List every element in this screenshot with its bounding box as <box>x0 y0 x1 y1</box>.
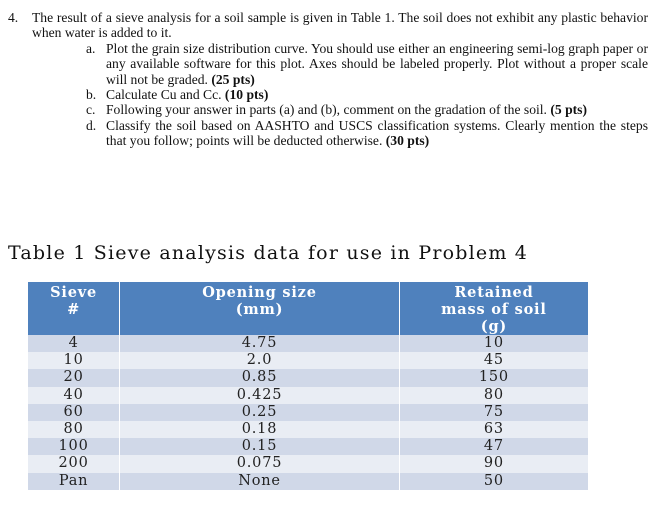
part-label: c. <box>86 102 96 118</box>
table-row <box>28 455 588 472</box>
retained-mass-cell: 47 <box>399 438 588 455</box>
part-text: Following your answer in parts (a) and (b), comment on the gradation of the soil. <box>106 102 547 118</box>
opening-size-cell: 0.25 <box>120 404 400 421</box>
part-a <box>86 41 648 87</box>
retained-mass-cell: 80 <box>399 387 588 404</box>
table-row <box>28 438 588 455</box>
retained-mass-cell: 50 <box>399 473 588 490</box>
opening-size-cell: 4.75 <box>120 335 400 352</box>
retained-mass-cell: 63 <box>399 421 588 438</box>
sieve-cell: 200 <box>28 455 120 472</box>
part-label: a. <box>86 40 96 56</box>
opening-size-cell: 0.85 <box>120 369 400 386</box>
problem-intro <box>8 10 648 41</box>
header-sieve: Sieve # <box>28 282 120 335</box>
header-retained-mass: Retained mass of soil (g) <box>399 282 588 335</box>
opening-size-cell: 0.425 <box>120 387 400 404</box>
part-label: b. <box>86 87 97 103</box>
opening-size-cell: 0.075 <box>120 455 400 472</box>
table-header-row <box>28 282 588 335</box>
table-row <box>28 387 588 404</box>
table-row <box>28 335 588 352</box>
retained-mass-cell: 150 <box>399 369 588 386</box>
sieve-cell: 100 <box>28 438 120 455</box>
sieve-cell: 80 <box>28 421 120 438</box>
part-points: (5 pts) <box>550 102 587 118</box>
part-text: Calculate Cu and Cc. <box>106 87 222 103</box>
header-opening-size: Opening size (mm) <box>120 282 400 335</box>
sieve-cell: 60 <box>28 404 120 421</box>
problem-intro-text: The result of a sieve analysis for a soil sample is given in Table 1. The soil does not exhibit any plastic behavior when water is added to it. <box>32 10 648 41</box>
problem-number: 4. <box>8 10 19 25</box>
opening-size-cell: None <box>120 473 400 490</box>
table-row <box>28 369 588 386</box>
sieve-cell: 40 <box>28 387 120 404</box>
retained-mass-cell: 90 <box>399 455 588 472</box>
retained-mass-cell: 45 <box>399 352 588 369</box>
table-row <box>28 473 588 490</box>
part-points: (25 pts) <box>211 71 255 87</box>
sieve-cell: 4 <box>28 335 120 352</box>
table-row <box>28 352 588 369</box>
sieve-cell: 10 <box>28 352 120 369</box>
retained-mass-cell: 10 <box>399 335 588 352</box>
sieve-cell: Pan <box>28 473 120 490</box>
sieve-cell: 20 <box>28 369 120 386</box>
part-points: (10 pts) <box>224 87 269 103</box>
part-points: (30 pts) <box>385 133 430 149</box>
problem-statement <box>8 10 648 149</box>
table-title: Table 1 Sieve analysis data for use in Problem 4 <box>8 242 529 264</box>
table-row <box>28 421 588 438</box>
table-body <box>28 335 588 490</box>
part-c <box>86 102 648 117</box>
table-row <box>28 404 588 421</box>
retained-mass-cell: 75 <box>399 404 588 421</box>
part-d <box>86 118 648 149</box>
opening-size-cell: 0.18 <box>120 421 400 438</box>
part-label: d. <box>86 117 97 133</box>
part-text: Classify the soil based on AASHTO and USCS classification systems. Clearly mention the steps that you follow; points will be deducted otherwise. <box>106 117 648 149</box>
part-b <box>86 87 648 102</box>
part-text: Plot the grain size distribution curve. You should use either an engineering semi-log graph paper or any available software for this plot. Axes should be labeled properly. Plot without a proper scale will not be graded. <box>106 40 648 87</box>
sieve-analysis-table <box>28 282 588 490</box>
opening-size-cell: 0.15 <box>120 438 400 455</box>
problem-parts <box>86 41 648 149</box>
opening-size-cell: 2.0 <box>120 352 400 369</box>
